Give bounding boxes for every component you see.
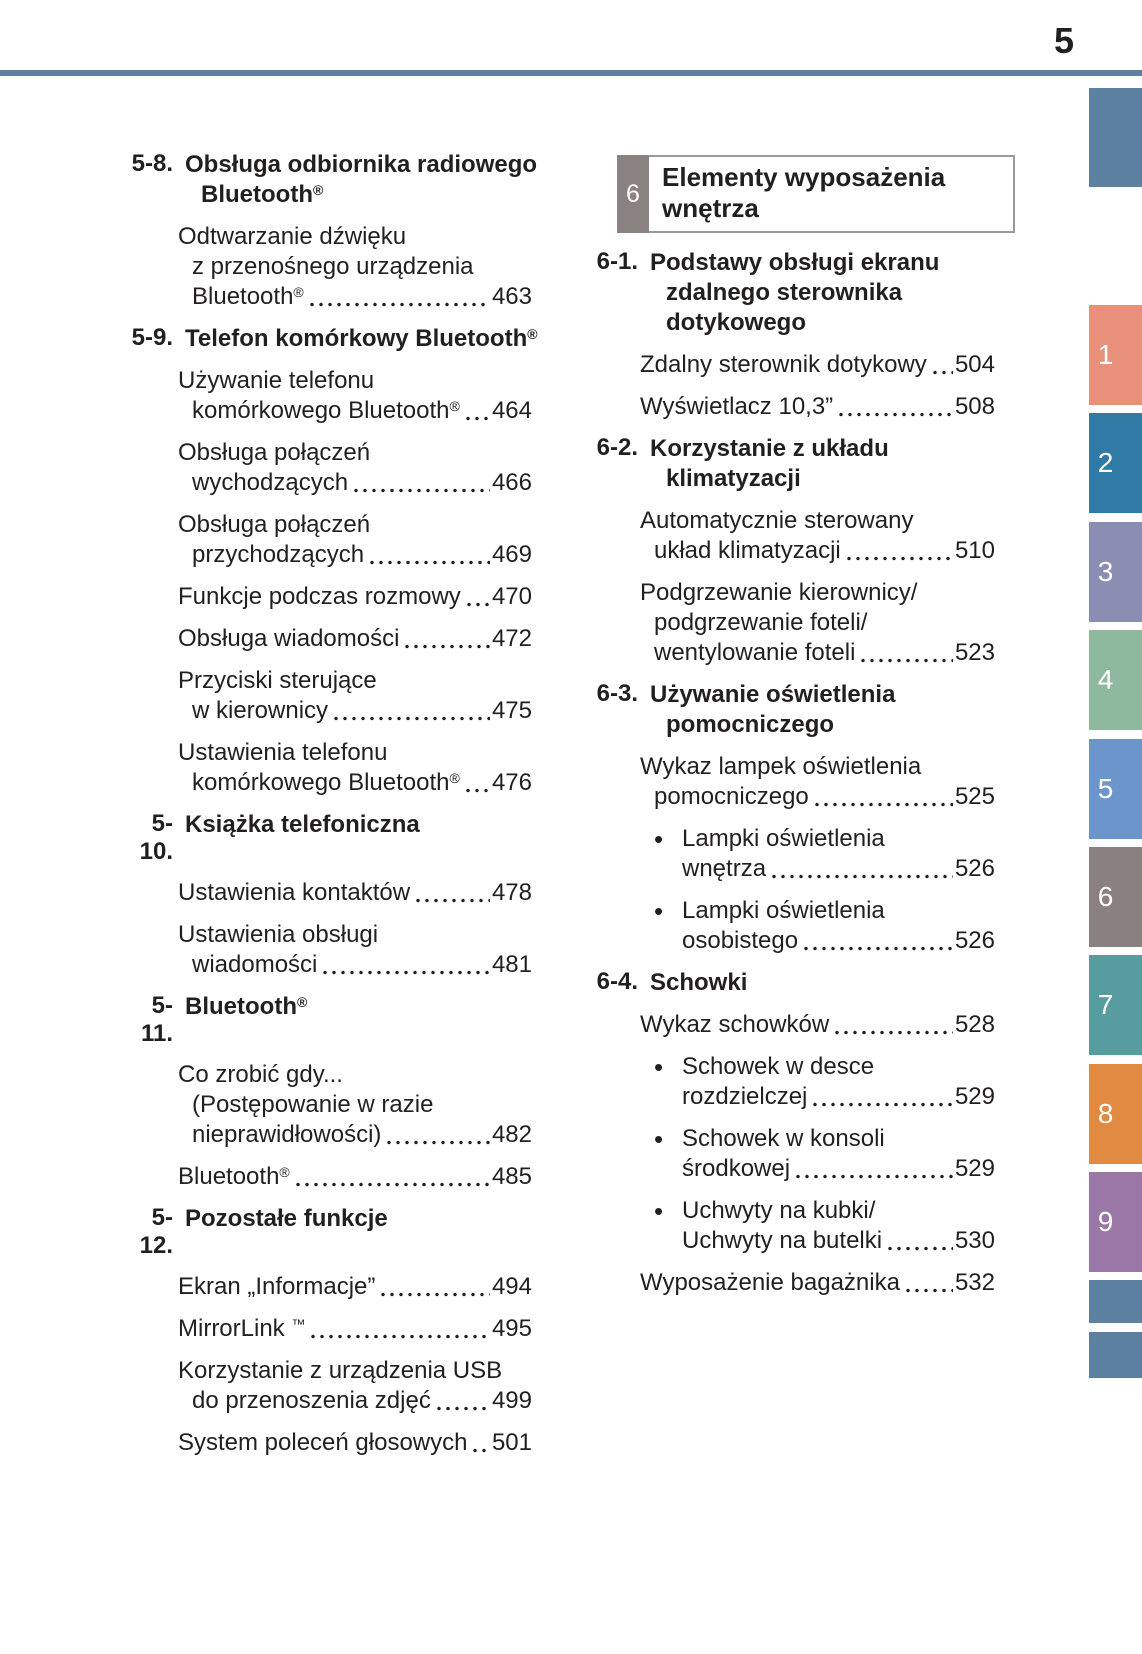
section-title — [173, 324, 538, 354]
page-ref: 526 — [954, 927, 995, 954]
page-ref: 475 — [491, 697, 532, 724]
section-number: 6-1. — [596, 248, 638, 275]
chapter-title-line: wnętrza — [662, 193, 759, 223]
dot-leader — [772, 874, 953, 879]
entry-text: Ustawienia kontaktów — [178, 879, 411, 906]
toc-entry-lastline — [178, 950, 532, 980]
section-title-line: klimatyzacji — [666, 465, 801, 492]
toc-entry-lastline — [178, 878, 532, 908]
toc-entry — [588, 752, 995, 812]
toc-entry-lastline — [640, 782, 995, 812]
entry-text-line: • Schowek w desce — [682, 1053, 875, 1080]
toc-entry — [120, 1314, 532, 1344]
section-title-line: Bluetooth® — [185, 993, 308, 1020]
toc-entry-lastline — [682, 926, 995, 956]
registered-mark: ® — [449, 398, 460, 414]
entry-text: nieprawidłowości) — [192, 1121, 382, 1148]
toc-entry — [588, 1268, 995, 1298]
toc-entry — [588, 1010, 995, 1040]
entry-text: Bluetooth® — [178, 1163, 290, 1190]
side-tab-chapter-4: 4 — [1089, 630, 1142, 730]
section-title — [638, 248, 939, 338]
section-heading — [588, 968, 995, 998]
page-ref: 508 — [954, 393, 995, 420]
entry-text: Wyświetlacz 10,3” — [640, 393, 834, 420]
entry-text: pomocniczego — [654, 783, 809, 810]
section-title-line: Książka telefoniczna — [185, 811, 420, 838]
section-number: 6-2. — [596, 434, 638, 461]
entry-text-line: z przenośnego urządzenia — [192, 253, 474, 280]
page-ref: 472 — [491, 625, 532, 652]
toc-section — [120, 324, 538, 798]
section-title — [173, 810, 420, 866]
toc-entry-lastline — [178, 396, 532, 426]
side-tab-chapter-3: 3 — [1089, 522, 1142, 622]
section-number: 5-10. — [139, 810, 173, 865]
toc-entry — [120, 510, 532, 570]
page-ref: 529 — [954, 1083, 995, 1110]
side-tab-blank-bottom-2 — [1089, 1332, 1142, 1378]
toc-entry — [588, 392, 995, 422]
entry-text-line: • Uchwyty na kubki/ — [682, 1197, 876, 1224]
toc-entry — [120, 738, 532, 798]
toc-left-column — [120, 150, 538, 1470]
toc-entry — [588, 1052, 995, 1112]
section-title-line: Telefon komórkowy Bluetooth® — [185, 325, 538, 352]
section-title — [173, 150, 537, 210]
side-tab-blank-top — [1089, 88, 1142, 187]
toc-entry — [120, 1272, 532, 1302]
toc-entry-lastline — [640, 638, 995, 668]
page-ref: 525 — [954, 783, 995, 810]
dot-leader — [813, 1102, 953, 1107]
entry-text: Wykaz schowków — [640, 1011, 830, 1038]
dot-leader — [815, 802, 953, 807]
dot-leader — [387, 1140, 490, 1145]
chapter-title-line: Elementy wyposażenia — [662, 162, 946, 192]
toc-entry — [588, 1124, 995, 1184]
page-number: 5 — [1053, 20, 1074, 61]
page-ref: 501 — [491, 1429, 532, 1456]
dot-leader — [405, 644, 490, 649]
toc-entry-lastline — [178, 624, 532, 654]
page-ref: 470 — [491, 583, 532, 610]
section-heading — [120, 810, 532, 866]
toc-entry — [588, 824, 995, 884]
section-title — [638, 434, 889, 494]
entry-text: komórkowego Bluetooth® — [192, 769, 460, 796]
toc-entry — [588, 1196, 995, 1256]
toc-entry-lastline — [178, 468, 532, 498]
side-tab-chapter-2: 2 — [1089, 413, 1142, 513]
section-heading — [588, 248, 995, 338]
side-tab-chapter-5: 5 — [1089, 739, 1142, 839]
page-ref: 469 — [491, 541, 532, 568]
chapter-title — [649, 157, 945, 231]
chapter-number-badge: 6 — [617, 155, 649, 233]
toc-entry-lastline — [178, 768, 532, 798]
entry-text-line: Przyciski sterujące — [178, 667, 377, 694]
entry-text-line: Automatycznie sterowany — [640, 507, 914, 534]
toc-entry-lastline — [682, 1082, 995, 1112]
dot-leader — [334, 716, 490, 721]
entry-text: w kierownicy — [192, 697, 329, 724]
section-title-line: pomocniczego — [666, 711, 835, 738]
toc-entry-lastline — [682, 1226, 995, 1256]
toc-entry — [588, 506, 995, 566]
entry-text-line: Korzystanie z urządzenia USB — [178, 1357, 503, 1384]
section-title-line: Korzystanie z układu — [650, 435, 889, 462]
section-title — [638, 968, 747, 998]
toc-entry-lastline — [178, 1162, 532, 1192]
page-ref: 510 — [954, 537, 995, 564]
toc-entry — [120, 666, 532, 726]
toc-entry-lastline — [682, 854, 995, 884]
dot-leader — [861, 658, 953, 663]
toc-entry — [120, 1428, 532, 1458]
page-ref: 485 — [491, 1163, 532, 1190]
entry-text: osobistego — [682, 927, 799, 954]
page-ref: 481 — [491, 951, 532, 978]
entry-text-line: Wykaz lampek oświetlenia — [640, 753, 922, 780]
dot-leader — [466, 416, 490, 421]
page-ref: 464 — [491, 397, 532, 424]
toc-entry-lastline — [640, 1268, 995, 1298]
page-ref: 499 — [491, 1387, 532, 1414]
section-heading — [120, 992, 532, 1048]
entry-text: wentylowanie foteli — [654, 639, 856, 666]
toc-entry — [588, 578, 995, 668]
dot-leader — [473, 1448, 489, 1453]
entry-text: wiadomości — [192, 951, 318, 978]
entry-text: Wyposażenie bagażnika — [640, 1269, 900, 1296]
section-heading — [120, 1204, 532, 1260]
side-tab-chapter-6: 6 — [1089, 847, 1142, 947]
dot-leader — [933, 370, 953, 375]
side-tab-chapter-9: 9 — [1089, 1172, 1142, 1272]
toc-section — [120, 810, 532, 980]
entry-text-line: Odtwarzanie dźwięku — [178, 223, 407, 250]
entry-text-line: • Lampki oświetlenia — [682, 897, 885, 924]
side-tab-blank-bottom-1 — [1089, 1280, 1142, 1323]
page-ref: 523 — [954, 639, 995, 666]
section-heading — [120, 324, 538, 354]
entry-text: układ klimatyzacji — [654, 537, 841, 564]
page-ref: 530 — [954, 1227, 995, 1254]
dot-leader — [381, 1292, 490, 1297]
toc-section — [588, 434, 995, 668]
registered-mark: ® — [449, 770, 460, 786]
entry-text: Zdalny sterownik dotykowy — [640, 351, 927, 378]
dot-leader — [466, 788, 490, 793]
toc-section — [120, 992, 532, 1192]
toc-entry — [120, 1356, 532, 1416]
dot-leader — [796, 1174, 953, 1179]
dot-leader — [906, 1288, 953, 1293]
side-tab-chapter-1: 1 — [1089, 305, 1142, 405]
entry-text-line: Co zrobić gdy... — [178, 1061, 343, 1088]
section-title-line: dotykowego — [666, 309, 807, 336]
section-title-line: Używanie oświetlenia — [650, 681, 896, 708]
entry-text-line: (Postępowanie w razie — [192, 1091, 434, 1118]
section-heading — [588, 680, 995, 740]
toc-entry-lastline — [640, 1010, 995, 1040]
entry-text-line: Podgrzewanie kierownicy/ — [640, 579, 918, 606]
side-tab-chapter-8: 8 — [1089, 1064, 1142, 1164]
dot-leader — [467, 602, 490, 607]
section-title-line: Bluetooth® — [201, 181, 324, 208]
section-number: 6-4. — [596, 968, 638, 995]
entry-text-line: • Lampki oświetlenia — [682, 825, 885, 852]
header-rule — [0, 70, 1142, 76]
page-ref: 528 — [954, 1011, 995, 1038]
toc-entry-lastline — [178, 540, 532, 570]
section-number: 5-9. — [131, 324, 173, 351]
side-tab-chapter-7: 7 — [1089, 955, 1142, 1055]
entry-text-line: Używanie telefonu — [178, 367, 375, 394]
dot-leader — [804, 946, 953, 951]
toc-entry-lastline — [178, 1428, 532, 1458]
toc-entry-lastline — [178, 1314, 532, 1344]
dot-leader — [437, 1406, 490, 1411]
dot-leader — [311, 1334, 490, 1339]
section-title — [173, 992, 307, 1048]
entry-text: Bluetooth® — [192, 283, 304, 310]
toc-entry — [588, 350, 995, 380]
toc-section — [588, 680, 995, 956]
section-number: 6-3. — [596, 680, 638, 707]
toc-entry-lastline — [178, 282, 532, 312]
dot-leader — [888, 1246, 953, 1251]
page-ref: 482 — [491, 1121, 532, 1148]
registered-mark: ® — [312, 182, 324, 198]
toc-entry — [120, 222, 532, 312]
section-number: 5-12. — [139, 1204, 173, 1259]
toc-entry-lastline — [178, 582, 532, 612]
toc-entry — [120, 366, 532, 426]
section-title-line: zdalnego sterownika — [666, 279, 903, 306]
toc-entry-lastline — [640, 536, 995, 566]
dot-leader — [416, 898, 490, 903]
page-ref: 504 — [954, 351, 995, 378]
section-heading — [588, 434, 995, 494]
dot-leader — [354, 488, 490, 493]
section-title-line: Schowki — [650, 969, 748, 996]
page-ref: 476 — [491, 769, 532, 796]
trademark-mark: ™ — [291, 1316, 306, 1332]
section-title — [173, 1204, 388, 1260]
registered-mark: ® — [279, 1164, 290, 1180]
entry-text: System poleceń głosowych — [178, 1429, 468, 1456]
page-ref: 529 — [954, 1155, 995, 1182]
page-ref: 532 — [954, 1269, 995, 1296]
chapter-header-box — [617, 155, 1015, 233]
entry-text: Funkcje podczas rozmowy — [178, 583, 461, 610]
page-ref: 526 — [954, 855, 995, 882]
entry-text-line: Obsługa połączeń — [178, 439, 371, 466]
entry-text-line: podgrzewanie foteli/ — [654, 609, 868, 636]
toc-entry — [120, 438, 532, 498]
toc-entry-lastline — [682, 1154, 995, 1184]
entry-text: przychodzących — [192, 541, 365, 568]
entry-text: wnętrza — [682, 855, 767, 882]
page-ref: 494 — [491, 1273, 532, 1300]
section-number: 5-8. — [131, 150, 173, 177]
page-ref: 495 — [491, 1315, 532, 1342]
entry-text: wychodzących — [192, 469, 349, 496]
toc-right-column — [588, 248, 995, 1310]
entry-text: Ekran „Informacje” — [178, 1273, 376, 1300]
section-title — [638, 680, 895, 740]
registered-mark: ® — [296, 994, 308, 1010]
section-heading — [120, 150, 538, 210]
toc-entry-lastline — [178, 1120, 532, 1150]
entry-text: rozdzielczej — [682, 1083, 808, 1110]
toc-entry-lastline — [178, 696, 532, 726]
toc-entry-lastline — [178, 1272, 532, 1302]
toc-section — [120, 150, 538, 312]
entry-text-line: • Schowek w konsoli — [682, 1125, 885, 1152]
page-ref: 478 — [491, 879, 532, 906]
toc-entry — [120, 878, 532, 908]
entry-text: Uchwyty na butelki — [682, 1227, 883, 1254]
toc-section — [588, 248, 995, 422]
toc-entry-lastline — [178, 1386, 532, 1416]
entry-text: MirrorLink ™ — [178, 1315, 306, 1342]
page-ref: 463 — [491, 283, 532, 310]
registered-mark: ® — [293, 284, 304, 300]
dot-leader — [370, 560, 490, 565]
toc-entry — [588, 896, 995, 956]
entry-text-line: Ustawienia telefonu — [178, 739, 388, 766]
toc-entry-lastline — [640, 392, 995, 422]
section-title-line: Obsługa odbiornika radiowego — [185, 151, 538, 178]
entry-text: do przenoszenia zdjęć — [192, 1387, 431, 1414]
toc-entry — [120, 920, 532, 980]
dot-leader — [310, 302, 490, 307]
entry-text: Obsługa wiadomości — [178, 625, 400, 652]
page-ref: 466 — [491, 469, 532, 496]
toc-entry — [120, 582, 532, 612]
toc-entry-lastline — [640, 350, 995, 380]
dot-leader — [839, 412, 953, 417]
registered-mark: ® — [527, 326, 538, 342]
dot-leader — [296, 1182, 490, 1187]
section-title-line: Pozostałe funkcje — [185, 1205, 388, 1232]
section-number: 5-11. — [140, 992, 173, 1047]
entry-text: środkowej — [682, 1155, 791, 1182]
toc-entry — [120, 624, 532, 654]
toc-section — [588, 968, 995, 1298]
entry-text-line: Ustawienia obsługi — [178, 921, 379, 948]
toc-section — [120, 1204, 532, 1458]
dot-leader — [847, 556, 953, 561]
dot-leader — [835, 1030, 953, 1035]
entry-text-line: Obsługa połączeń — [178, 511, 371, 538]
entry-text: komórkowego Bluetooth® — [192, 397, 460, 424]
toc-entry — [120, 1162, 532, 1192]
section-title-line: Podstawy obsługi ekranu — [650, 249, 940, 276]
dot-leader — [323, 970, 490, 975]
toc-entry — [120, 1060, 532, 1150]
